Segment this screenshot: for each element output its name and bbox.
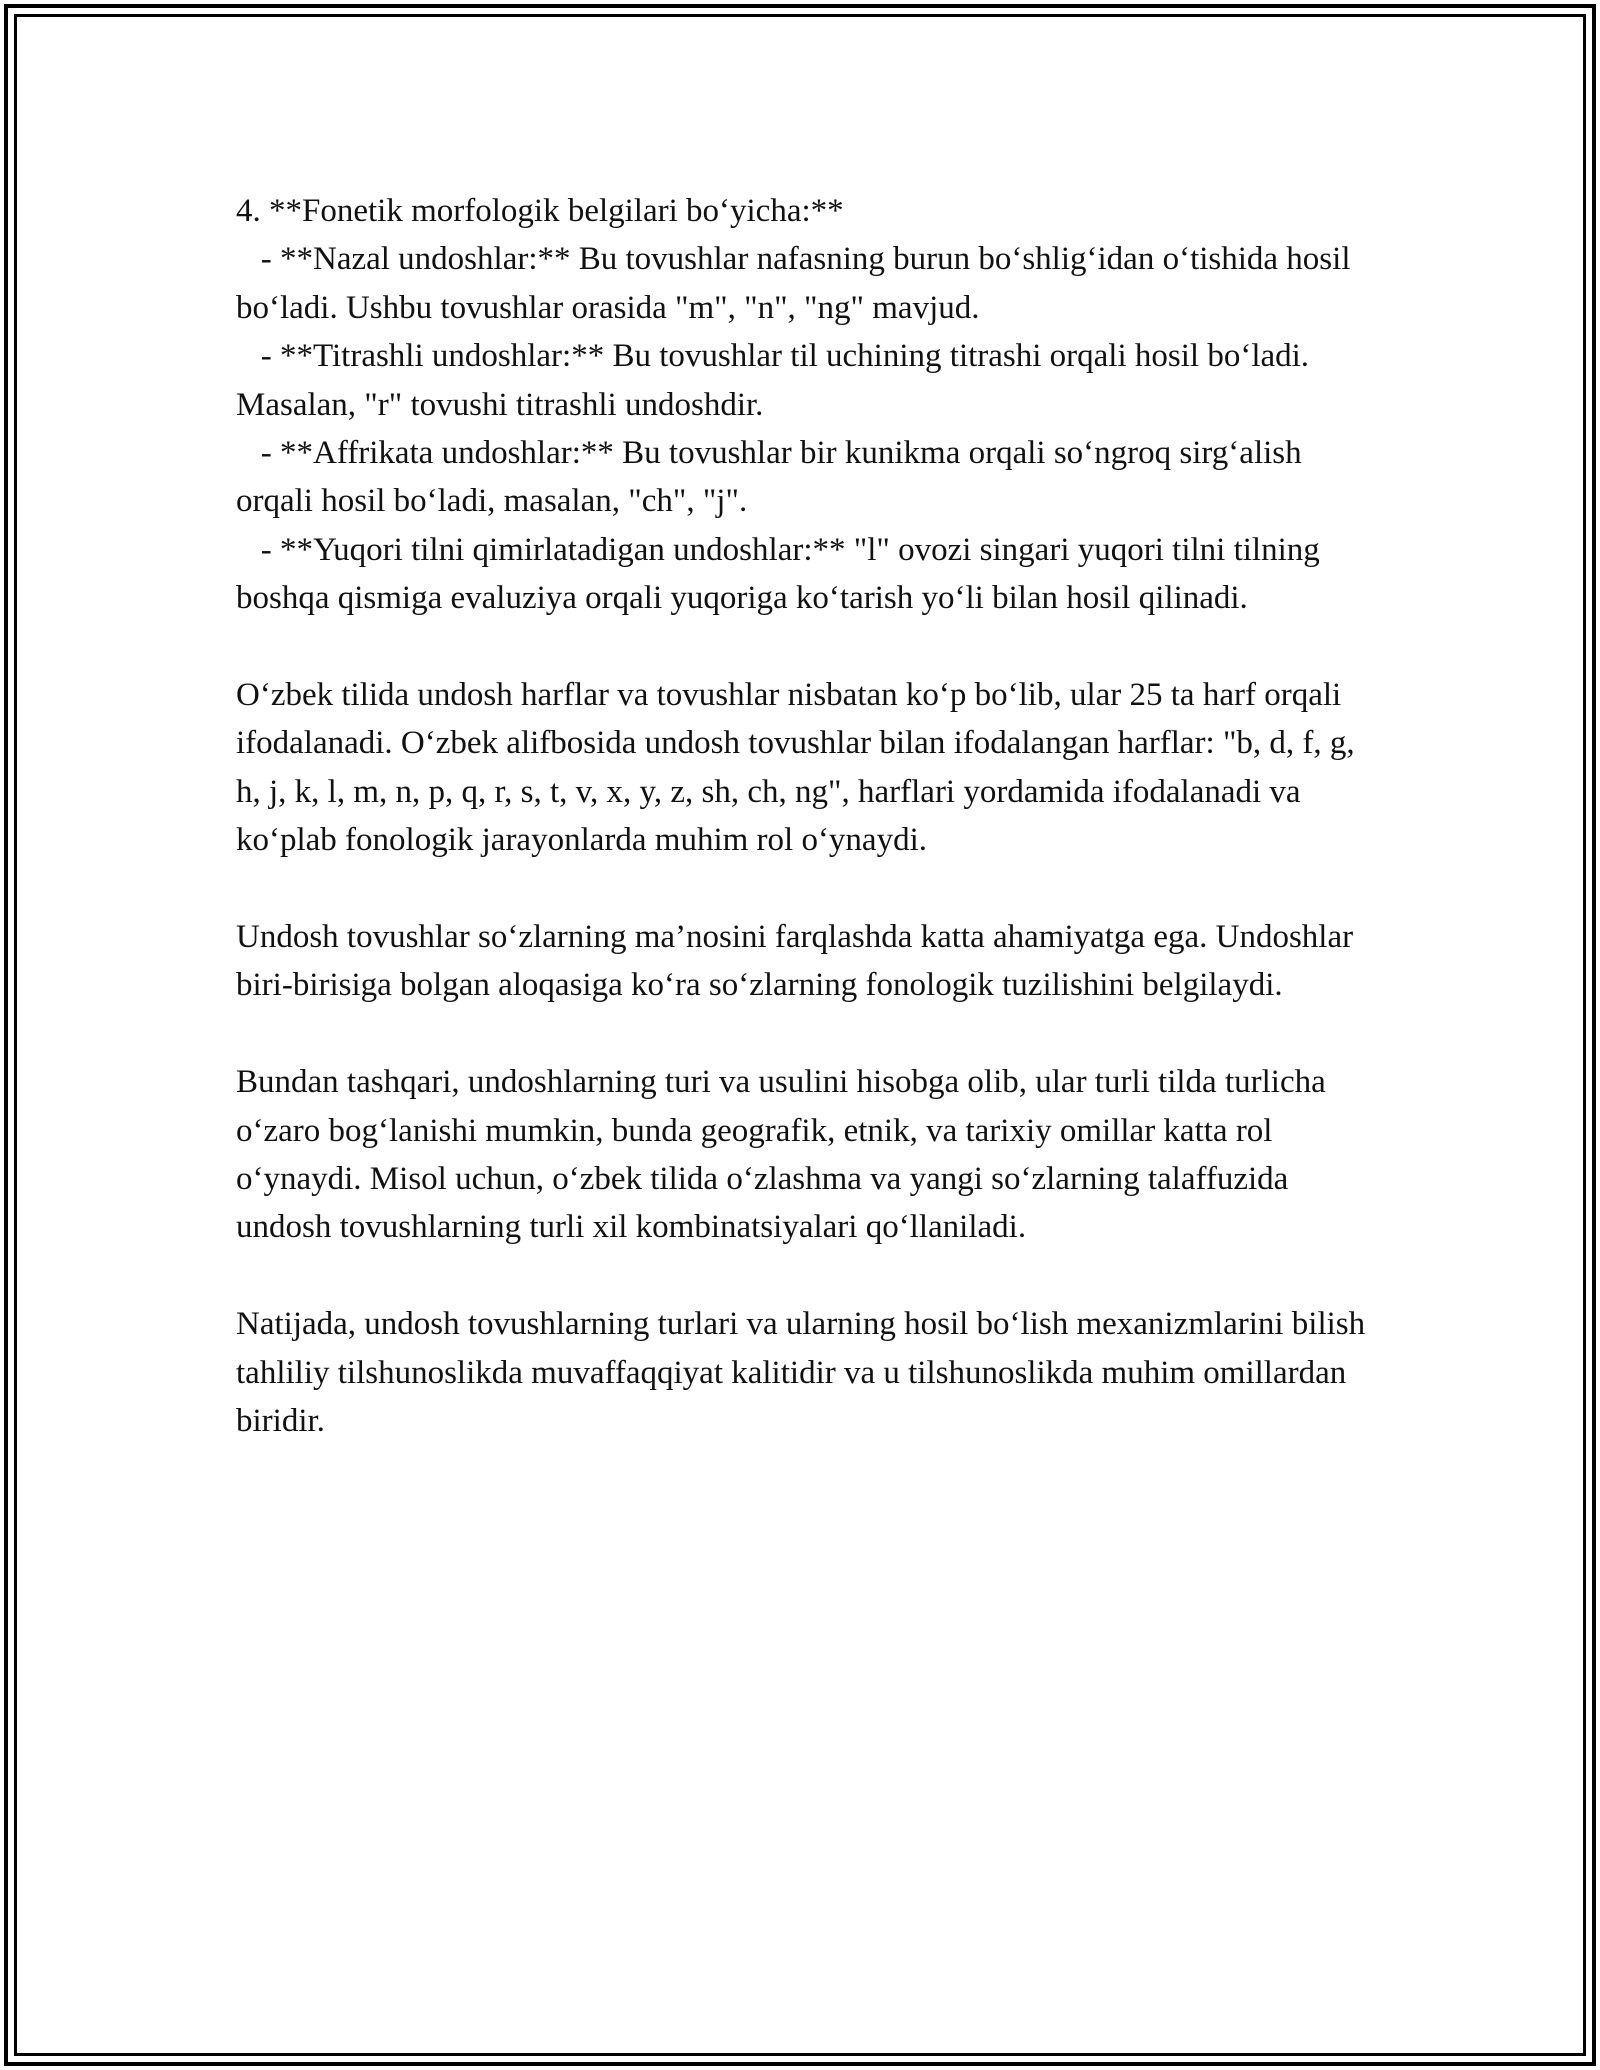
paragraph-phonetic-features: 4. **Fonetik morfologik belgilari bo‘yicha:** - **Nazal undoshlar:** Bu tovushlar nafasning burun bo‘shlig‘idan o‘tishida hosil bo‘ladi. Ushbu tovushlar orasida "m", "n", "ng" mavjud. - **Titrashli undoshlar:** Bu tovushlar til uchining titrashi orqali hosil bo‘ladi. Masalan, "r" tovushi titrashli undoshdir. - **Affrikata undoshlar:** Bu tovushlar bir kunikma orqali so‘ngroq sirg‘alish orqali hosil bo‘ladi, masalan, "ch", "j". - **Yuqori tilni qimirlatadigan undoshlar:** "l" ovozi singari yuqori tilni tilning boshqa qismiga evaluziya orqali yuqoriga ko‘tarish yo‘li bilan hosil qilinadi.: [236, 193, 1351, 617]
paragraph-combinations: Bundan tashqari, undoshlarning turi va usulini hisobga olib, ular turli tilda turlicha o‘zaro bog‘lanishi mumkin, bunda geografik, etnik, va tarixiy omillar katta rol o‘ynaydi. Misol uchun, o‘zbek tilida o‘zlashma va yangi so‘zlarning talaffuzida undosh tovushlarning turli xil kombinatsiyalari qo‘llaniladi.: [236, 1064, 1334, 1246]
paragraph-conclusion: Natijada, undosh tovushlarning turlari va ularning hosil bo‘lish mexanizmlarini bilish tahliliy tilshunoslikda muvaffaqqiyat kalitidir va u tilshunoslikda muhim omillardan biridir.: [236, 1306, 1374, 1440]
document-body: [236, 187, 1374, 1494]
paragraph-consonant-letters: O‘zbek tilida undosh harflar va tovushlar nisbatan ko‘p bo‘lib, ular 25 ta harf orqali ifodalanadi. O‘zbek alifbosida undosh tovushlar bilan ifodalangan harflar: "b, d, f, g, h, j, k, l, m, n, p, q, r, s, t, v, x, y, z, sh, ch, ng", harflari yordamida ifodalanadi va ko‘plab fonologik jarayonlarda muhim rol o‘ynaydi.: [236, 677, 1363, 859]
paragraph-meaning-distinction: Undosh tovushlar so‘zlarning ma’nosini farqlashda katta ahamiyatga ega. Undoshlar biri-birisiga bolgan aloqasiga ko‘ra so‘zlarning fonologik tuzilishini belgilaydi.: [236, 919, 1362, 1004]
